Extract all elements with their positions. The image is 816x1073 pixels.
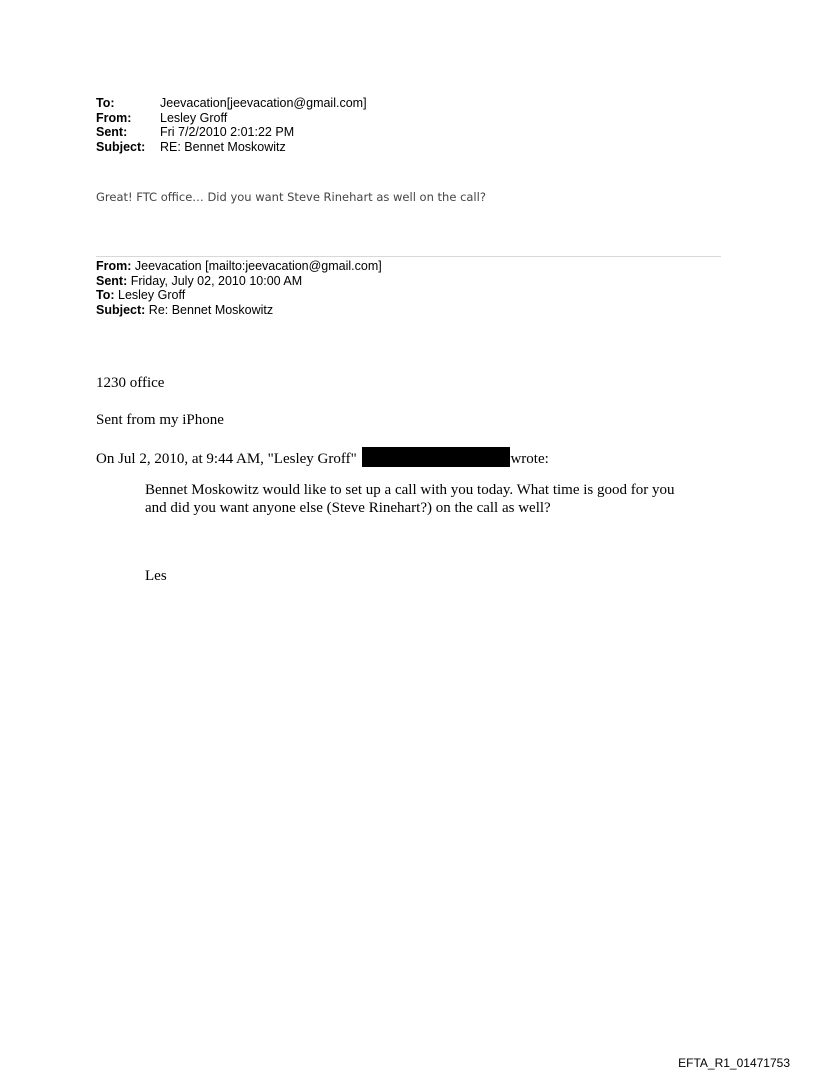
orig-from-label: From: [96, 259, 132, 273]
orig-subject-row [96, 303, 382, 318]
from-label: From: [96, 110, 132, 125]
subject-label: Subject: [96, 139, 146, 154]
from-value: Lesley Groff [160, 110, 228, 125]
divider-line [96, 256, 721, 257]
orig-sent-row [96, 274, 382, 289]
attribution-prefix: On Jul 2, 2010, at 9:44 AM, "Lesley Groff" [96, 451, 357, 467]
orig-subject-value: Re: Bennet Moskowitz [148, 302, 274, 317]
closing-text: Les [145, 568, 167, 584]
document-id: EFTA_R1_01471753 [678, 1056, 790, 1070]
redaction-box [362, 447, 510, 467]
attribution-suffix: wrote: [510, 451, 549, 467]
orig-to-row [96, 288, 382, 303]
orig-sent-value: Friday, July 02, 2010 10:00 AM [130, 273, 303, 288]
orig-from-row [96, 259, 382, 274]
header-subject-row [96, 140, 367, 155]
to-value: Jeevacation[jeevacation@gmail.com] [160, 96, 367, 110]
to-label: To: [96, 96, 115, 110]
email-header [96, 96, 367, 154]
reply-body: Great! FTC office… Did you want Steve Rinehart as well on the call? [96, 190, 486, 204]
attribution-line [96, 447, 549, 468]
orig-to-value: Lesley Groff [118, 288, 186, 302]
orig-subject-label: Subject: [96, 302, 146, 317]
header-sent-row [96, 125, 367, 140]
office-text: 1230 office [96, 375, 165, 391]
signature-text: Sent from my iPhone [96, 412, 224, 428]
quoted-message: Bennet Moskowitz would like to set up a call with you today. What time is good for you and did you want anyone else (Steve Rinehart?) on the call as well? [145, 482, 675, 516]
orig-sent-label: Sent: [96, 273, 128, 288]
sent-label: Sent: [96, 125, 128, 139]
header-to-row [96, 96, 367, 111]
sent-value: Fri 7/2/2010 2:01:22 PM [160, 125, 295, 139]
original-message-header [96, 259, 382, 317]
header-from-row [96, 111, 367, 126]
subject-value: RE: Bennet Moskowitz [160, 139, 286, 154]
orig-to-label: To: [96, 288, 115, 302]
orig-from-value: Jeevacation [mailto:jeevacation@gmail.com] [134, 259, 382, 273]
